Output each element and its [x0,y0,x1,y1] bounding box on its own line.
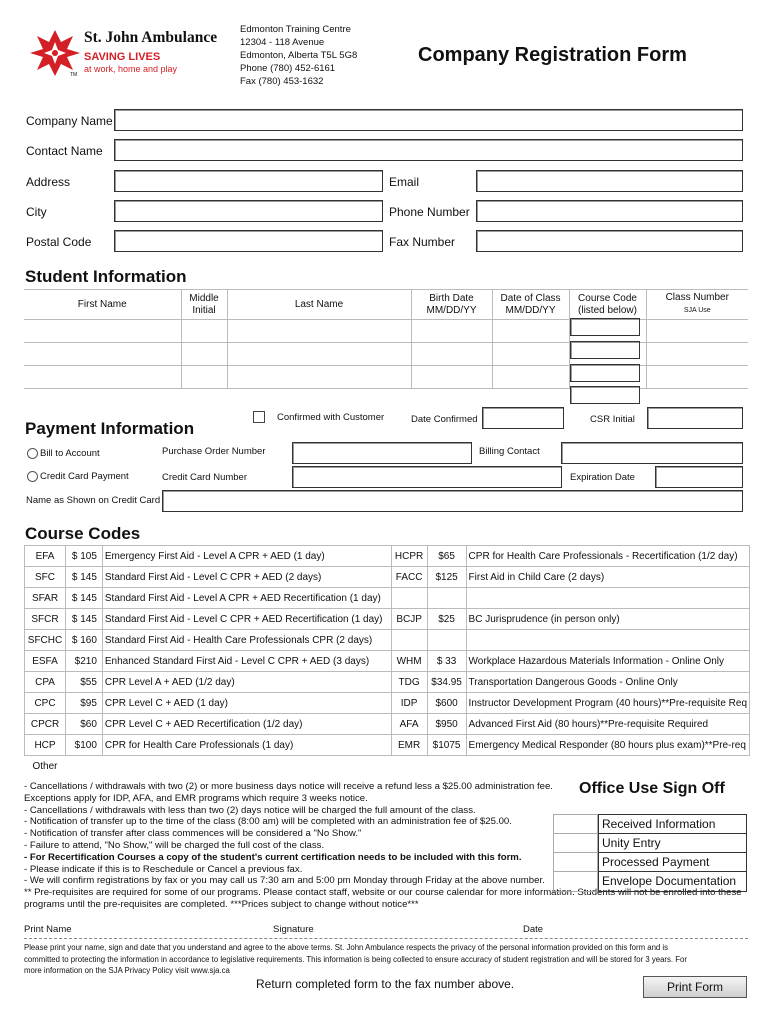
col-birth-date: Birth Date MM/DD/YY [411,290,492,320]
course-desc-cell: Standard First Aid - Level A CPR + AED Recertification (1 day) [102,588,391,609]
logo-tm: TM [70,72,78,78]
centre-address [240,23,357,88]
confirmed-label: Confirmed with Customer [277,412,385,423]
course-code2-cell [391,588,427,609]
credit-card-label: Credit Card Payment [40,471,129,482]
course-price-cell: $ 160 [66,630,103,651]
city-label: City [26,205,47,219]
csr-initial-field[interactable] [647,407,743,429]
course-price2-cell: $950 [427,714,466,735]
table-row [25,672,750,693]
name-on-card-label: Name as Shown on Credit Card [26,495,161,506]
course-desc2-cell [466,588,749,609]
office-item[interactable]: Processed Payment [599,853,746,872]
note-line: - Failure to attend, "No Show," will be charged the full cost of the class. [24,839,325,851]
course-desc2-cell: Advanced First Aid (80 hours)**Pre-requisite Required [466,714,749,735]
signature-line[interactable] [24,938,748,939]
course-code2-cell: IDP [391,693,427,714]
note-line: - We will confirm registrations by fax or you may call us 7:30 am and 5:00 pm Monday through Friday at the above number. [24,875,545,887]
name-on-card-field[interactable] [162,490,743,512]
office-item[interactable]: Unity Entry [599,834,746,853]
course-desc-cell: Emergency First Aid - Level A CPR + AED (1 day) [102,546,391,567]
return-instruction: Return completed form to the fax number above. [256,977,515,991]
course-price-cell: $95 [66,693,103,714]
note-line: Exceptions apply for IDP, AFA, and EMR programs which require 3 weeks notice. [24,792,368,804]
table-row [25,693,750,714]
col-class-number: Class Number SJA Use [646,290,748,320]
course-price2-cell: $34.95 [427,672,466,693]
course-price-cell: $ 145 [66,588,103,609]
course-code-cell: SFAR [25,588,66,609]
course-desc-cell [102,756,391,777]
po-number-field[interactable] [292,442,472,464]
logo-org-name: St. John Ambulance [84,29,218,46]
office-checkbox[interactable] [554,834,597,853]
course-desc2-cell: Transportation Dangerous Goods - Online Only [466,672,749,693]
company-name-field[interactable] [114,109,743,131]
table-row [25,588,750,609]
print-name-label: Print Name [24,924,72,935]
table-row [25,567,750,588]
course-code-cell: SFCR [25,609,66,630]
course-desc-cell: Standard First Aid - Health Care Professionals CPR (2 days) [102,630,391,651]
course-price-cell: $100 [66,735,103,756]
office-checkbox[interactable] [554,872,597,891]
course-code-cell: CPCR [25,714,66,735]
office-use-heading: Office Use Sign Off [579,780,725,797]
course-price2-cell: $25 [427,609,466,630]
course-code-cell: SFC [25,567,66,588]
table-row [25,735,750,756]
bill-to-account-radio[interactable] [27,448,38,459]
course-price2-cell: $65 [427,546,466,567]
course-code2-cell: WHM [391,651,427,672]
date-confirmed-label: Date Confirmed [411,414,478,425]
privacy-line: more information on the SJA Privacy Policy visit www.sja.ca [24,966,230,975]
billing-contact-field[interactable] [561,442,743,464]
course-desc2-cell [466,756,749,777]
address-label: Address [26,175,71,189]
course-code-field[interactable] [570,386,640,404]
signature-label: Signature [273,924,314,935]
bill-to-account-label: Bill to Account [40,448,100,459]
course-price-cell [66,756,103,777]
date-confirmed-field[interactable] [482,407,564,429]
prereq-note: programs until the pre-requisites are completed. ***Prices subject to change without notice*** [24,898,419,910]
logo [26,26,226,80]
table-row [25,630,750,651]
course-code2-cell: BCJP [391,609,427,630]
course-desc2-cell: BC Jurisprudence (in person only) [466,609,749,630]
prereq-note: ** Pre-requisites are required for some of our programs. Please contact staff, website or our course calendar for more information. Students will not be enrolled into these [24,887,742,899]
address-field[interactable] [114,170,383,192]
address-line: Fax (780) 453-1632 [240,76,324,87]
course-code-field[interactable] [570,364,640,382]
table-row [25,714,750,735]
course-price-cell: $210 [66,651,103,672]
course-price-cell: $ 105 [66,546,103,567]
maltese-cross-icon [28,28,82,78]
course-price2-cell [427,756,466,777]
logo-subtagline: at work, home and play [84,64,178,74]
company-name-label: Company Name [26,114,113,128]
col-date-of-class: Date of Class MM/DD/YY [492,290,569,320]
date-label: Date [523,924,544,935]
course-desc2-cell: Workplace Hazardous Materials Information - Online Only [466,651,749,672]
privacy-line: committed to protecting the information in accordance to legislative requirements. This information is being collected to ensure accuracy of student registration and will be stored for 3 years. For [24,954,687,964]
col-course-code: Course Code (listed below) [569,290,646,320]
course-desc-cell: CPR Level C + AED (1 day) [102,693,391,714]
course-desc2-cell: First Aid in Child Care (2 days) [466,567,749,588]
col-first-name: First Name [24,290,181,320]
address-line: Phone (780) 452-6161 [240,63,336,74]
phone-label: Phone Number [389,205,470,219]
privacy-line: Please print your name, sign and date that you understand and agree to the above terms. St. John Ambulance respects the privacy of the personal information provided on this form and is [24,943,669,952]
student-info-heading: Student Information [25,267,187,286]
fax-label: Fax Number [389,235,456,249]
course-price2-cell [427,588,466,609]
course-code-cell: CPC [25,693,66,714]
course-price-cell: $55 [66,672,103,693]
course-desc2-cell: CPR for Health Care Professionals - Recertification (1/2 day) [466,546,749,567]
payment-info-heading: Payment Information [25,419,195,438]
course-code2-cell: FACC [391,567,427,588]
po-number-label: Purchase Order Number [162,446,266,457]
email-label: Email [389,175,420,189]
course-desc-cell: CPR Level A + AED (1/2 day) [102,672,391,693]
office-use-box [598,814,747,892]
expiry-field[interactable] [655,466,743,488]
expiry-label: Expiration Date [570,472,635,483]
csr-initial-label: CSR Initial [590,414,635,425]
course-code-cell: HCP [25,735,66,756]
phone-field[interactable] [476,200,743,222]
office-checkbox-column [553,814,598,892]
cc-number-label: Credit Card Number [162,472,247,483]
print-form-button[interactable]: Print Form [643,976,747,998]
note-line: - Notification of transfer after class commences will be considered a "No Show." [24,828,362,840]
course-desc2-cell: Instructor Development Program (40 hours)**Pre-requisite Req [466,693,749,714]
table-row [25,651,750,672]
credit-card-radio[interactable] [27,471,38,482]
course-desc-cell: CPR for Health Care Professionals (1 day) [102,735,391,756]
course-price-cell: $ 145 [66,567,103,588]
course-code-cell: CPA [25,672,66,693]
table-row [25,609,750,630]
contact-name-field[interactable] [114,139,743,161]
confirmed-checkbox[interactable] [253,411,265,423]
course-code2-cell: AFA [391,714,427,735]
contact-name-label: Contact Name [26,144,103,158]
address-line: Edmonton Training Centre [240,24,351,35]
course-code2-cell [391,756,427,777]
course-desc-cell: Standard First Aid - Level C CPR + AED (2 days) [102,567,391,588]
office-item[interactable]: Received Information [599,815,746,834]
table-row [25,756,750,777]
course-desc-cell: Enhanced Standard First Aid - Level C CPR + AED (3 days) [102,651,391,672]
postal-code-field[interactable] [114,230,383,252]
course-code-cell: EFA [25,546,66,567]
course-code-cell: SFCHC [25,630,66,651]
course-price2-cell: $ 33 [427,651,466,672]
office-checkbox[interactable] [554,815,597,834]
course-codes-table [24,545,750,777]
course-desc2-cell: Emergency Medical Responder (80 hours plus exam)**Pre-req [466,735,749,756]
course-codes-heading: Course Codes [25,524,141,543]
billing-contact-label: Billing Contact [479,446,540,457]
col-last-name: Last Name [227,290,411,320]
address-line: Edmonton, Alberta T5L 5G8 [240,50,358,61]
course-price-cell: $60 [66,714,103,735]
course-code-cell: ESFA [25,651,66,672]
course-desc-cell: Standard First Aid - Level C CPR + AED Recertification (1 day) [102,609,391,630]
course-price2-cell: $1075 [427,735,466,756]
privacy-notice [24,942,687,977]
office-checkbox[interactable] [554,853,597,872]
note-line: - Please indicate if this is to Reschedule or Cancel a previous fax. [24,863,303,875]
course-code-field[interactable] [570,318,640,336]
course-code2-cell: TDG [391,672,427,693]
course-desc-cell: CPR Level C + AED Recertification (1/2 day) [102,714,391,735]
note-line: - Cancellations / withdrawals with two (2) or more business days notice will receive a refund less a $25.00 administration fee. [24,781,553,792]
postal-code-label: Postal Code [26,235,92,249]
col-middle-initial: Middle Initial [181,290,227,320]
course-price2-cell [427,630,466,651]
course-price2-cell: $600 [427,693,466,714]
city-field[interactable] [114,200,383,222]
course-code-field[interactable] [570,341,640,359]
course-code-cell: Other [32,760,58,772]
note-line: - Cancellations / withdrawals with less than two (2) days notice will be charged the full amount of the class. [24,804,476,816]
logo-tagline: SAVING LIVES [84,51,161,63]
address-line: 12304 - 118 Avenue [240,37,325,48]
course-code2-cell: EMR [391,735,427,756]
course-desc2-cell [466,630,749,651]
note-line: - For Recertification Courses a copy of the student's current certification needs to be included with this form. [24,851,522,863]
page-title: Company Registration Form [418,44,687,66]
office-item[interactable]: Envelope Documentation [602,874,737,888]
course-price2-cell: $125 [427,567,466,588]
fax-field[interactable] [476,230,743,252]
course-price-cell: $ 145 [66,609,103,630]
note-line: - Notification of transfer up to the time of the class (8:00 am) will be completed with an administration fee of $25.00. [24,816,512,828]
cc-number-field[interactable] [292,466,562,488]
email-field[interactable] [476,170,743,192]
course-code2-cell: HCPR [391,546,427,567]
table-row [25,546,750,567]
course-code2-cell [391,630,427,651]
